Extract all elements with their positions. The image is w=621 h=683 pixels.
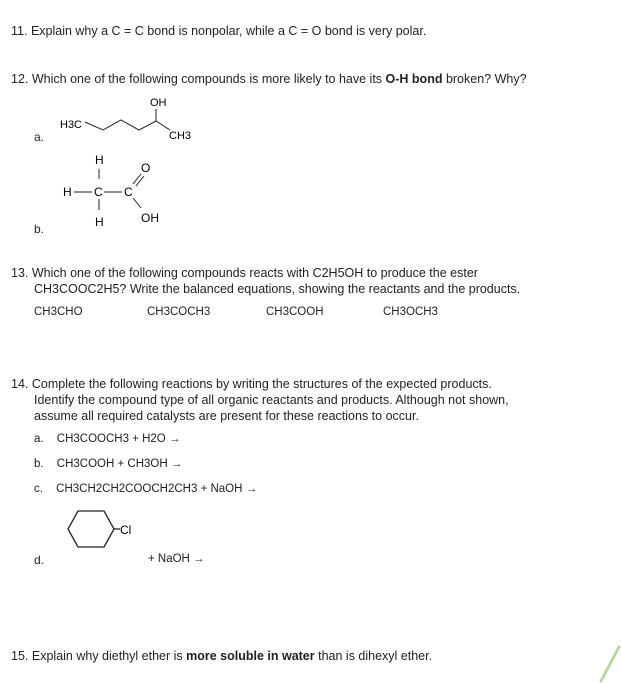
structure-b-c1: C [94, 185, 103, 199]
question-14-line2: Identify the compound type of all organic reactants and products. Although not shown, [34, 393, 509, 407]
corner-decoration [595, 645, 621, 683]
corner-stroke [601, 647, 619, 681]
option-a-label: a. [34, 130, 45, 144]
cyclohexyl-chloride-structure [64, 505, 154, 557]
question-13-line2: CH3COOC2H5? Write the balanced equations, showing the reactants and the products. [34, 282, 521, 296]
cyclohexane-ring [68, 511, 114, 547]
q14-item-d-label: d. [34, 553, 45, 567]
question-15-bold: more soluble in water [186, 649, 315, 663]
question-13-line1: Which one of the following compounds reacts with C2H5OH to produce the ester [31, 266, 478, 280]
question-12-number: 12. [11, 72, 29, 86]
q14-item-b [34, 458, 182, 470]
structure-a-ch3: CH3 [169, 130, 192, 142]
double-bond-line [136, 176, 144, 186]
carbon-chain [85, 120, 170, 130]
question-15-text-after: than is dihexyl ether. [314, 649, 433, 663]
question-13-number: 13. [11, 266, 29, 280]
question-15-text-before: Explain why diethyl ether is [31, 649, 187, 663]
structure-a-oh: OH [150, 97, 167, 109]
q14-item-c-label: c. [34, 483, 43, 495]
q14-item-b-text: CH3COOH + CH3OH → [56, 458, 183, 470]
question-12-bold: O-H bond [385, 72, 443, 86]
structure-b-h-top: H [95, 153, 104, 167]
q14-item-d-reagent: + NaOH → [148, 553, 205, 565]
structure-b-h-left: H [63, 185, 72, 199]
question-12-text-before: Which one of the following compounds is more likely to have its [31, 72, 386, 86]
q13-option-1: CH3CHO [34, 306, 83, 318]
question-14 [11, 377, 492, 391]
q13-option-2: CH3COCH3 [147, 306, 211, 318]
question-11-number: 11. [11, 24, 28, 38]
double-bond-line [133, 174, 141, 184]
q14-item-c [34, 483, 257, 495]
question-14-line3: assume all required catalysts are present for these reactions to occur. [34, 409, 419, 423]
bond-line [133, 198, 141, 208]
q14-item-a-text: CH3COOCH3 + H2O → [56, 433, 181, 445]
question-11-text: Explain why a C = C bond is nonpolar, while a C = O bond is very polar. [30, 24, 427, 38]
structure-b-o: O [141, 161, 151, 175]
structure-b-c2: C [124, 185, 133, 199]
structure-a-h3c: H3C [60, 119, 83, 131]
question-15 [11, 649, 432, 663]
q14-item-b-label: b. [34, 458, 44, 470]
structure-b [55, 150, 175, 232]
question-12 [11, 72, 527, 86]
structure-a [55, 92, 215, 152]
question-14-number: 14. [11, 377, 29, 391]
option-b-label: b. [34, 222, 45, 236]
q14-item-c-text: CH3CH2CH2COOCH2CH3 + NaOH → [56, 483, 258, 495]
q13-option-3: CH3COOH [266, 306, 324, 318]
question-13 [11, 266, 478, 280]
structure-b-h-bottom: H [95, 215, 104, 229]
question-12-text-after: broken? Why? [442, 72, 527, 86]
q14-item-a-label: a. [34, 433, 44, 445]
structure-b-oh: OH [141, 211, 159, 225]
q14-item-a [34, 433, 180, 445]
question-11 [11, 24, 426, 38]
question-15-number: 15. [11, 649, 29, 663]
q13-option-4: CH3OCH3 [383, 306, 438, 318]
chlorine-label: Cl [120, 523, 132, 537]
question-14-line1: Complete the following reactions by writing the structures of the expected products. [31, 377, 492, 391]
